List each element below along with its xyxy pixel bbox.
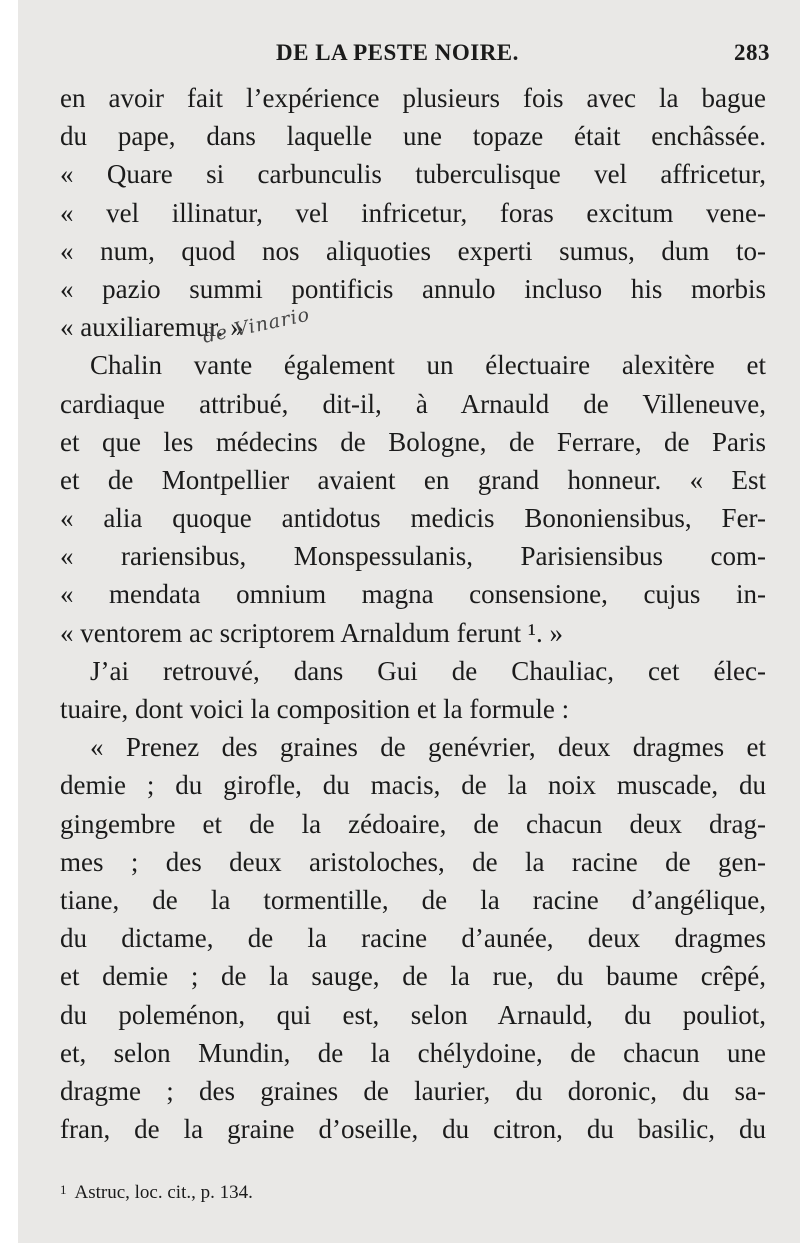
- text-line: tiane, de la tormentille, de la racine d’angélique,: [60, 884, 766, 915]
- text-line: et demie ; de la sauge, de la rue, du baume crêpé,: [60, 961, 766, 992]
- text-line: et, selon Mundin, de la chélydoine, de chacun une: [60, 1037, 766, 1068]
- book-page: [18, 0, 800, 1243]
- footnote-mark: 1: [60, 1182, 67, 1197]
- page-header: [18, 38, 800, 72]
- text-line: du pape, dans laquelle une topaze était enchâssée.: [60, 121, 766, 152]
- text-line: et de Montpellier avaient en grand honneur. « Est: [60, 464, 766, 495]
- text-line: fran, de la graine d’oseille, du citron, du basilic, du: [60, 1114, 766, 1145]
- text-line: « mendata omnium magna consensione, cujus in-: [60, 579, 766, 610]
- page-number: 283: [734, 40, 770, 65]
- text-line: Chalin vante également un électuaire alexitère et: [90, 350, 766, 381]
- footnote: [60, 1182, 253, 1204]
- handwritten-annotation: de Vinario: [200, 303, 312, 348]
- text-line: « rariensibus, Monspessulanis, Parisiensibus com-: [60, 541, 766, 572]
- text-line: gingembre et de la zédoaire, de chacun deux drag-: [60, 808, 766, 839]
- text-line: « Prenez des graines de genévrier, deux dragmes et: [90, 732, 766, 763]
- text-line: « auxiliaremur. »: [60, 312, 244, 343]
- body-text: [60, 79, 766, 1148]
- text-line: demie ; du girofle, du macis, de la noix muscade, du: [60, 770, 766, 801]
- text-line: et que les médecins de Bologne, de Ferrare, de Paris: [60, 426, 766, 457]
- text-line: du poleménon, qui est, selon Arnauld, du pouliot,: [60, 999, 766, 1030]
- text-line: dragme ; des graines de laurier, du doronic, du sa-: [60, 1075, 766, 1106]
- text-line: cardiaque attribué, dit-il, à Arnauld de Villeneuve,: [60, 388, 766, 419]
- text-line: J’ai retrouvé, dans Gui de Chauliac, cet élec-: [90, 655, 766, 686]
- text-line: « vel illinatur, vel infricetur, foras excitum vene-: [60, 197, 766, 228]
- running-title: DE LA PESTE NOIRE.: [276, 40, 519, 65]
- text-line: « num, quod nos aliquoties experti sumus, dum to-: [60, 235, 766, 266]
- text-line: « Quare si carbunculis tuberculisque vel affricetur,: [60, 159, 766, 190]
- text-line: « ventorem ac scriptorem Arnaldum ferunt ¹. »: [60, 617, 563, 648]
- text-line: du dictame, de la racine d’aunée, deux dragmes: [60, 923, 766, 954]
- footnote-text: Astruc, loc. cit., p. 134.: [74, 1182, 253, 1203]
- text-line: tuaire, dont voici la composition et la formule :: [60, 694, 570, 724]
- text-line: « pazio summi pontificis annulo incluso his morbis: [60, 273, 766, 304]
- text-line: mes ; des deux aristoloches, de la racine de gen-: [60, 846, 766, 877]
- text-line: « alia quoque antidotus medicis Bononiensibus, Fer-: [60, 503, 766, 534]
- text-line: en avoir fait l’expérience plusieurs fois avec la bague: [60, 83, 766, 113]
